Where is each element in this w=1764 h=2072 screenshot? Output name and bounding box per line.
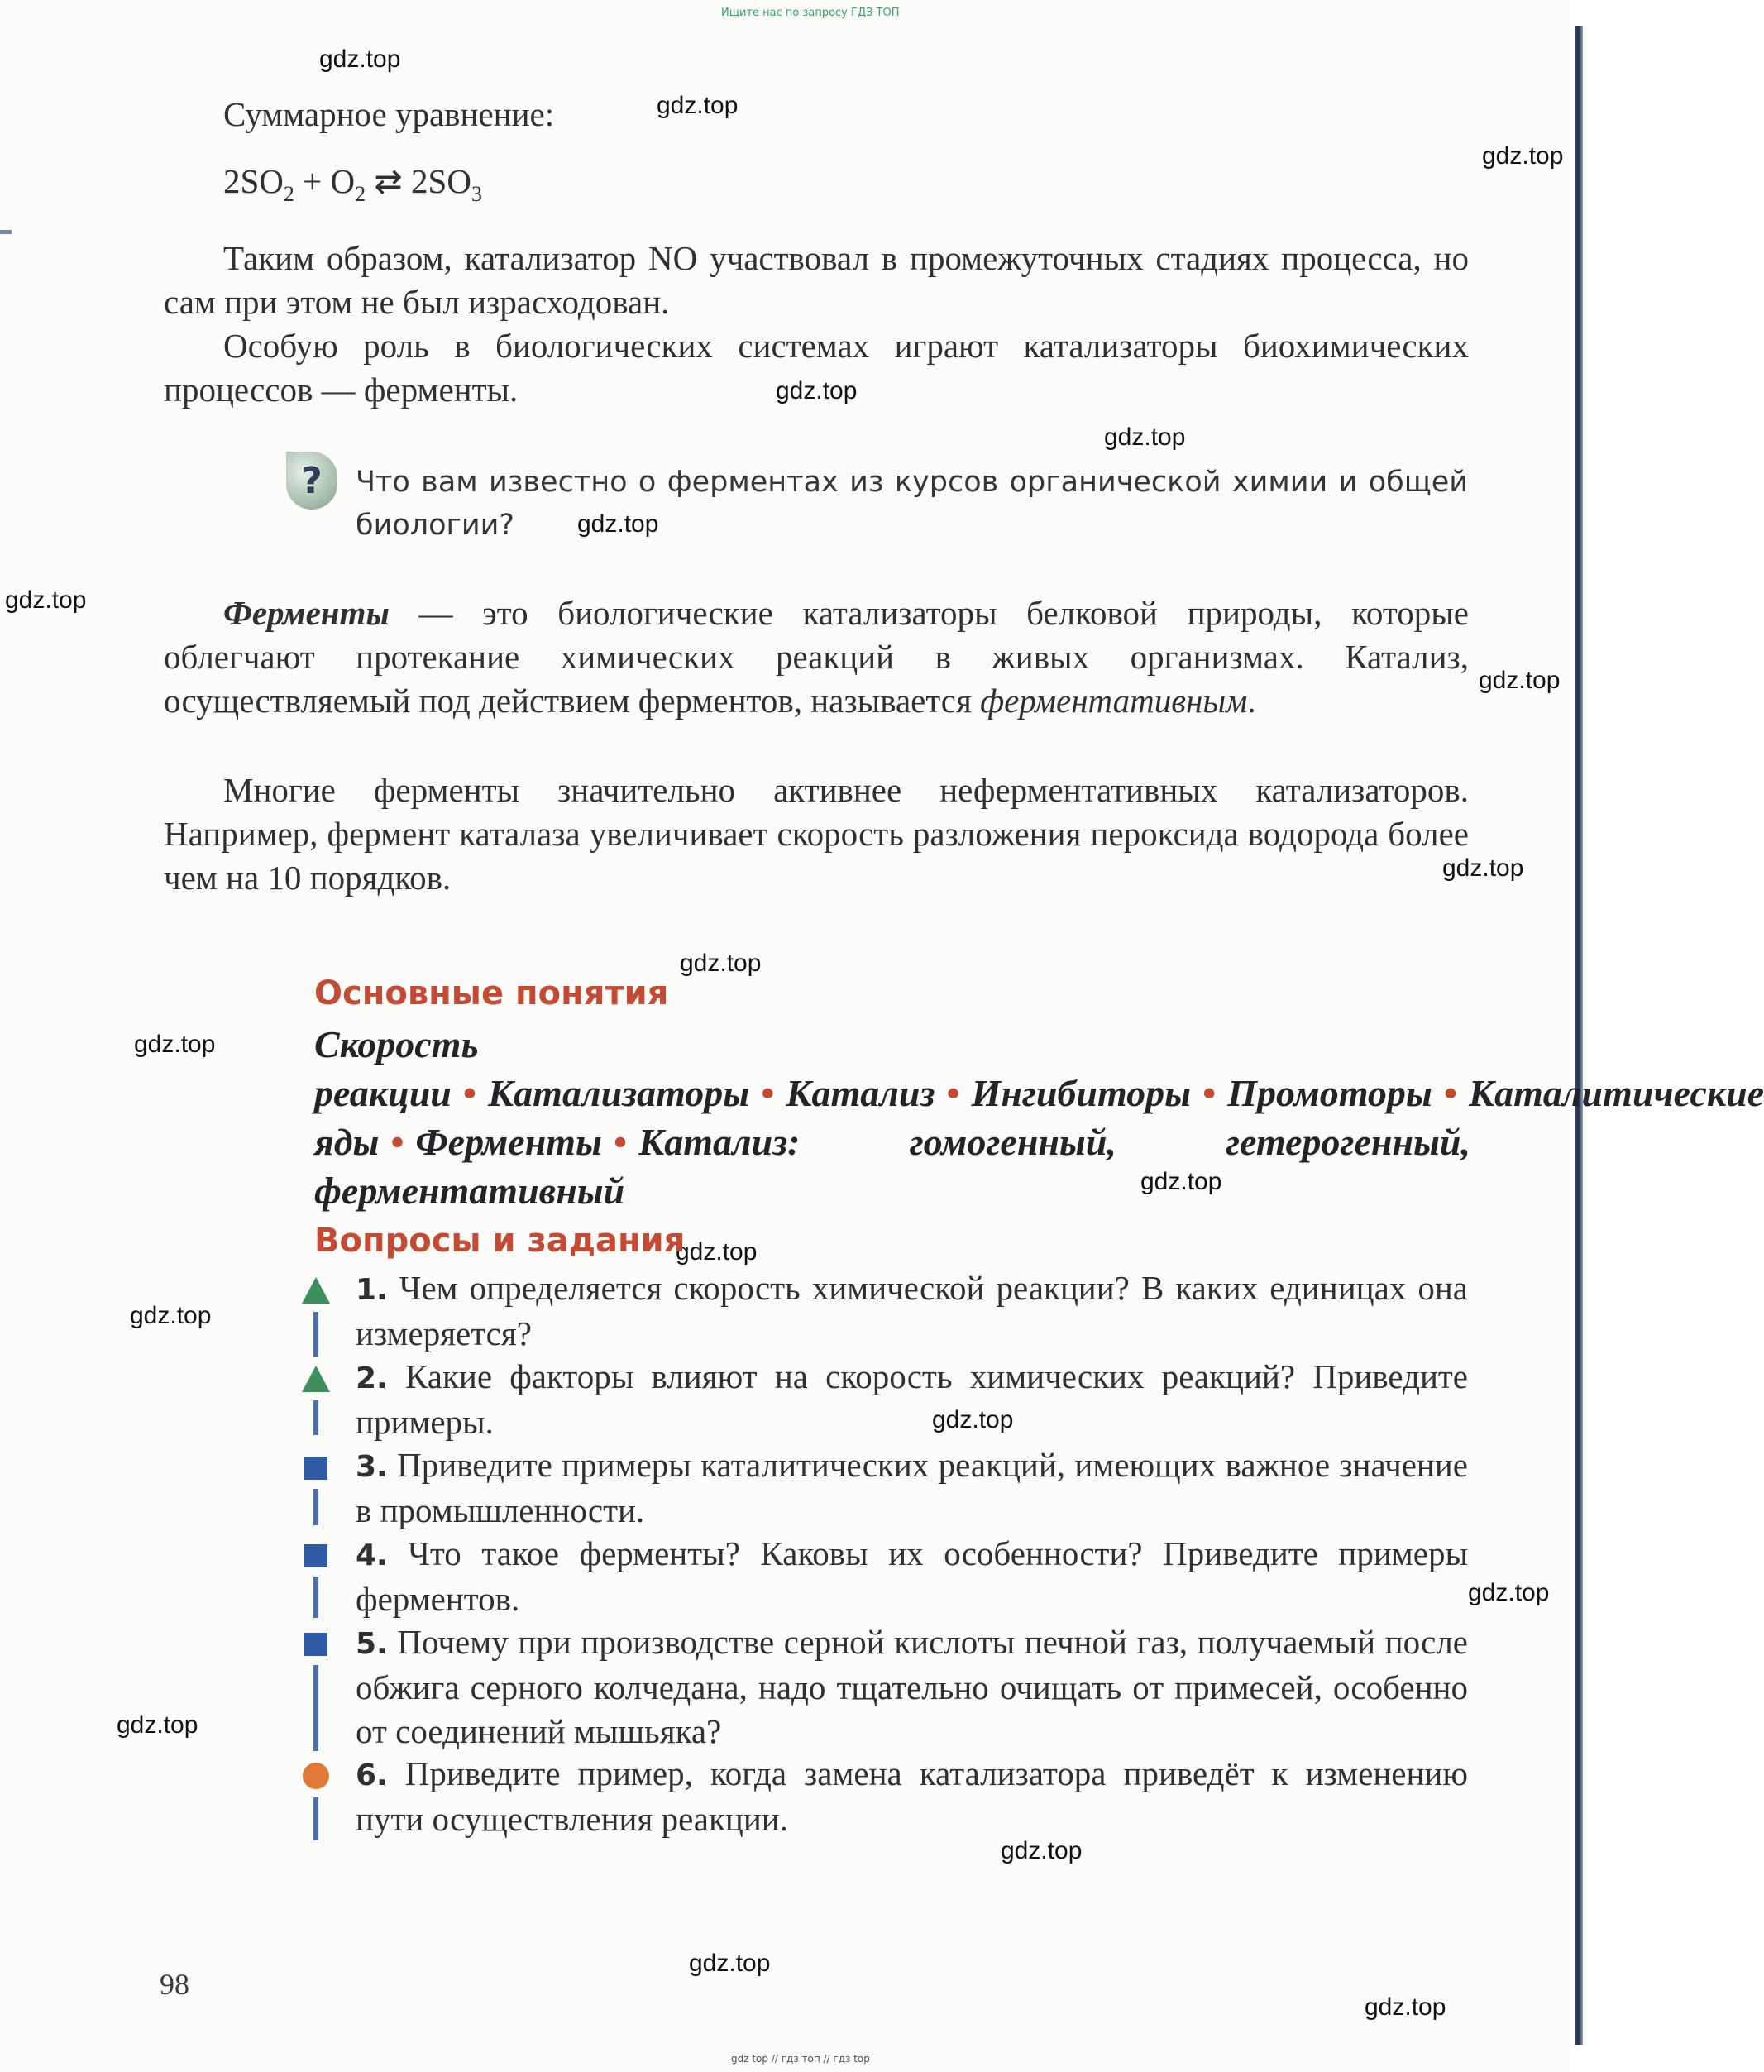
task-item: 5. Почему при производстве серной кислоты печной газ, получаемый после обжига серного колчедана, надо тщательно очищать от примесей, особенно от соединений мышьяка? [356, 1623, 1468, 1750]
equation-title: Суммарное уравнение: [223, 95, 555, 133]
task-item: 3. Приведите примеры каталитических реакций, имеющих важное значение в промышленности. [356, 1446, 1468, 1529]
paragraph-catalyst: Таким образом, катализатор NO участвовал в промежуточных стадиях процесса, но сам при этом не был израсходован. [164, 239, 1469, 321]
watermark: gdz.top [5, 586, 87, 614]
watermark: gdz.top [1365, 1993, 1446, 2021]
paragraph-catalase: Многие ферменты значительно активнее неферментативных катализаторов. Например, фермент каталаза увеличивает скорость разложения пероксида водорода более чем на 10 порядков. [164, 771, 1469, 897]
watermark: gdz.top [680, 950, 762, 977]
watermark: gdz.top [776, 377, 858, 404]
question-text: Что вам известно о ферментах из курсов органической химии и общей биологии? [356, 466, 1468, 542]
watermark: gdz.top [1482, 142, 1564, 170]
level-circle-icon [303, 1763, 329, 1789]
level-square-icon [304, 1457, 327, 1480]
watermark: gdz.top [1442, 854, 1524, 882]
paragraph-enzymes-definition: Ферменты — это биологические катализаторы белковой природы, которые облегчают протекание химических реакций в живых организмах. Катализ, осуществляемый под действием ферментов, называется ферментативным. [164, 594, 1469, 720]
task-item: 2. Какие факторы влияют на скорость химических реакций? Приведите примеры. [356, 1357, 1468, 1441]
questions-heading: Вопросы и задания [314, 1222, 686, 1260]
level-triangle-icon [302, 1366, 330, 1392]
task-item: 6. Приведите пример, когда замена катализатора приведёт к изменению пути осуществления реакции. [356, 1754, 1468, 1838]
task-bar [313, 1797, 318, 1840]
concept-item: Промоторы [1227, 1072, 1432, 1114]
watermark: gdz.top [1104, 423, 1186, 451]
concepts-heading: Основные понятия [314, 974, 669, 1012]
watermark: gdz.top [1479, 667, 1561, 694]
task-bar [313, 1665, 318, 1751]
bottom-banner[interactable]: gdz top // гдз топ // гдз top [731, 2053, 870, 2065]
watermark: gdz.top [130, 1302, 212, 1329]
equation: $2SO_2 + O_2$ ⇄ $2SO_3$ [223, 162, 482, 206]
watermark: gdz.top [1468, 1579, 1550, 1606]
concept-item: Катализаторы [487, 1072, 750, 1114]
watermark: gdz.top [689, 1950, 771, 1977]
watermark: gdz.top [1140, 1168, 1222, 1195]
task-bar [313, 1577, 318, 1618]
watermark: gdz.top [134, 1031, 216, 1058]
concept-item: Скорость реакции [314, 1023, 479, 1114]
paragraph-enzymes-intro: Особую роль в биологических системах играют катализаторы биохимических процессов — ферменты. [164, 327, 1469, 409]
level-square-icon [304, 1633, 327, 1656]
watermark: gdz.top [319, 45, 401, 73]
concept-item: Катализ: гомогенный, гетерогенный, ферментативный [314, 1121, 1470, 1212]
task-bar [313, 1489, 318, 1525]
concept-item: Ферменты [415, 1121, 602, 1163]
page-number: 98 [160, 1968, 189, 2001]
concept-item: Ингибиторы [971, 1072, 1192, 1114]
spine-shadow [1575, 26, 1583, 2045]
task-bar [313, 1312, 318, 1357]
watermark: gdz.top [657, 92, 739, 119]
task-bar [313, 1400, 318, 1435]
concept-item: Катализ [786, 1072, 935, 1114]
concept-item: Каталитические яды [314, 1072, 1764, 1163]
watermark: gdz.top [577, 510, 659, 538]
level-triangle-icon [302, 1277, 330, 1304]
task-item: 4. Что такое ферменты? Каковы их особенности? Приведите примеры ферментов. [356, 1534, 1468, 1618]
watermark: gdz.top [932, 1406, 1014, 1433]
concepts-list: Скорость реакции • Катализаторы • Катализ • Ингибиторы • Промоторы • Каталитические яды • Ферменты • Катализ: гомогенный, гетерогенный, ферментативный [314, 1023, 1764, 1212]
watermark: gdz.top [1001, 1837, 1083, 1864]
edge-mark [0, 230, 12, 234]
task-item: 1. Чем определяется скорость химической реакции? В каких единицах она измеряется? [356, 1269, 1468, 1352]
level-square-icon [304, 1544, 327, 1567]
top-banner[interactable]: Ищите нас по запросу ГДЗ ТОП [721, 7, 900, 19]
question-icon: ? [286, 452, 337, 510]
watermark: gdz.top [676, 1238, 758, 1266]
watermark: gdz.top [117, 1711, 198, 1739]
